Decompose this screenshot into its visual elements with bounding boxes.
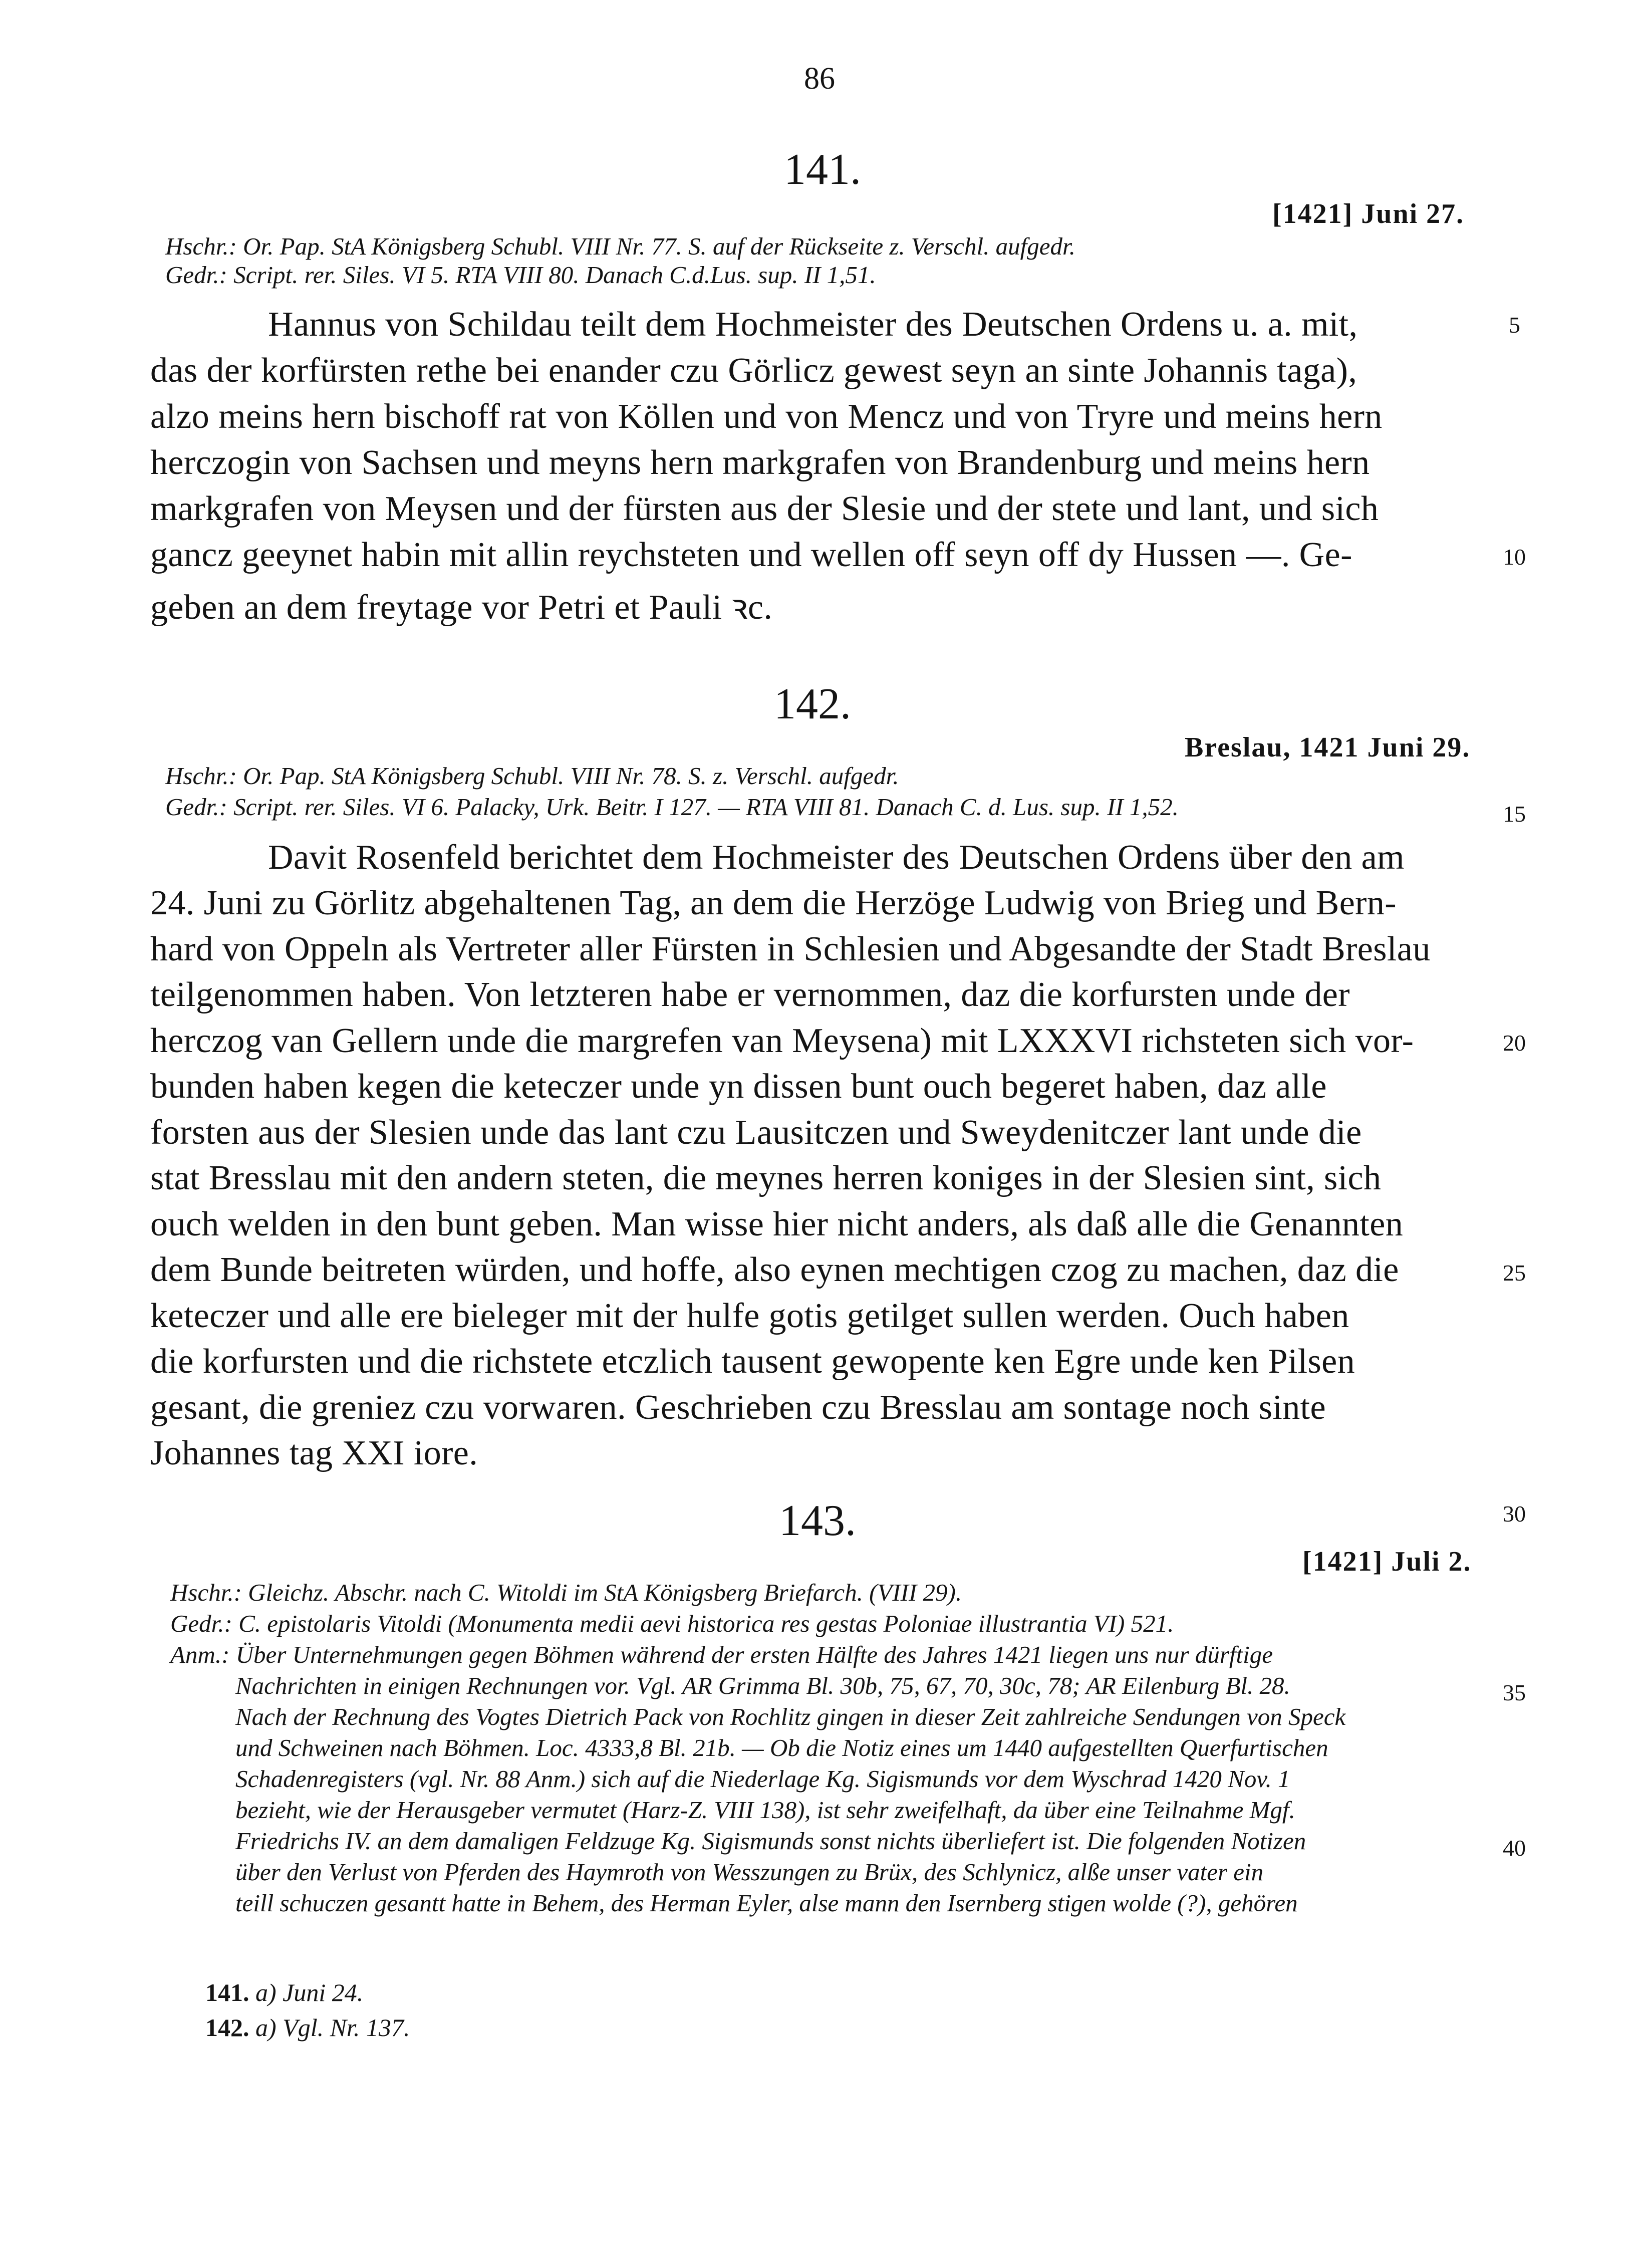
line-number: 5 (1509, 312, 1520, 338)
note-line: teill schuczen gesantt hatte in Behem, des Herman Eyler, alse mann den Isernberg stigen wolde (?), gehören (235, 1889, 1298, 1917)
doc-number-143: 143. (779, 1496, 856, 1545)
source-line: Hschr.: Or. Pap. StA Königsberg Schubl. VIII Nr. 77. S. auf der Rückseite z. Verschl. aufgedr. (165, 232, 1075, 260)
line-number: 35 (1503, 1680, 1526, 1705)
text-line: alzo meins hern bischoff rat von Köllen und von Mencz und von Tryre und meins hern (150, 397, 1383, 436)
source-line: Gedr.: Script. rer. Siles. VI 5. RTA VIII 80. Danach C.d.Lus. sup. II 1,51. (165, 261, 876, 289)
text-line: die korfursten und die richstete etczlich tausent gewopente ken Egre unde ken Pilsen (150, 1342, 1355, 1381)
line-number: 15 (1503, 801, 1526, 827)
text-line: ouch welden in den bunt geben. Man wisse hier nicht anders, als daß alle die Genannten (150, 1205, 1404, 1243)
footnote-ref: 141. (205, 1978, 249, 2006)
source-line: Hschr.: Or. Pap. StA Königsberg Schubl. VIII Nr. 78. S. z. Verschl. aufgedr. (165, 762, 899, 790)
footnote (205, 2013, 410, 2042)
note-line: Friedrichs IV. an dem damaligen Feldzuge Kg. Sigismunds sonst nichts überliefert ist. Die folgenden Notizen (235, 1827, 1306, 1855)
text-line: teilgenommen haben. Von letzteren habe er vernommen, daz die korfursten unde der (150, 975, 1350, 1014)
text-line: hard von Oppeln als Vertreter aller Fürsten in Schlesien und Abgesandte der Stadt Breslau (150, 930, 1431, 968)
note-line: bezieht, wie der Herausgeber vermutet (Harz-Z. VIII 138), ist sehr zweifelhaft, da über eine Teilnahme Mgf. (235, 1796, 1295, 1824)
text-line: gesant, die greniez czu vorwaren. Geschrieben czu Bresslau am sontage noch sinte (150, 1388, 1326, 1427)
text-line: herczog van Gellern unde die margrefen van Meysena) mit LXXXVI richsteten sich vor- (150, 1022, 1414, 1060)
line-number: 25 (1503, 1260, 1526, 1286)
text-line: bunden haben kegen die keteczer unde yn dissen bunt ouch begeret haben, daz alle (150, 1067, 1327, 1106)
line-number: 30 (1503, 1501, 1526, 1527)
text-line: Davit Rosenfeld berichtet dem Hochmeister des Deutschen Ordens über den am (268, 838, 1405, 877)
footnote (205, 1978, 363, 2007)
line-number: 40 (1503, 1835, 1526, 1861)
line-number: 10 (1503, 544, 1526, 570)
doc-date-142: Breslau, 1421 Juni 29. (1185, 732, 1471, 763)
text-line: herczogin von Sachsen und meyns hern markgrafen von Brandenburg und meins hern (150, 443, 1370, 482)
text-line: gancz geeynet habin mit allin reychsteten und wellen off seyn off dy Hussen —. Ge- (150, 536, 1352, 574)
source-line: Hschr.: Gleichz. Abschr. nach C. Witoldi im StA Königsberg Briefarch. (VIII 29). (170, 1579, 962, 1606)
text-line: Johannes tag XXI iore. (150, 1434, 478, 1472)
doc-number-142: 142. (774, 680, 851, 728)
doc-date-143: [1421] Juli 2. (1302, 1546, 1472, 1577)
note-line: über den Verlust von Pferden des Haymroth von Wesszungen zu Brüx, des Schlynicz, alße unser vater ein (235, 1858, 1264, 1886)
text-line: markgrafen von Meysen und der fürsten aus der Slesie und der stete und lant, und sich (150, 489, 1379, 528)
doc-number-141: 141. (784, 145, 861, 194)
note-line: Nach der Rechnung des Vogtes Dietrich Pack von Rochlitz gingen in dieser Zeit zahlreiche Sendungen von Speck (235, 1703, 1346, 1730)
text-line: dem Bunde beitreten würden, und hoffe, also eynen mechtigen czog zu machen, daz die (150, 1250, 1399, 1289)
footnote-ref: 142. (205, 2013, 249, 2042)
source-line: Gedr.: Script. rer. Siles. VI 6. Palacky, Urk. Beitr. I 127. — RTA VIII 81. Danach C. d. Lus. sup. II 1,52. (165, 793, 1179, 821)
footnote-text: a) Juni 24. (255, 1978, 364, 2006)
doc-date-141: [1421] Juni 27. (1272, 198, 1465, 229)
text-line: Hannus von Schildau teilt dem Hochmeister des Deutschen Ordens u. a. mit, (268, 305, 1358, 344)
note-line: Nachrichten in einigen Rechnungen vor. Vgl. AR Grimma Bl. 30b, 75, 67, 70, 30c, 78; AR Eilenburg Bl. 28. (235, 1672, 1290, 1699)
text-line: 24. Juni zu Görlitz abgehaltenen Tag, an dem die Herzöge Ludwig von Brieg und Bern- (150, 884, 1397, 922)
text-line: keteczer und alle ere bieleger mit der hulfe gotis getilget sullen werden. Ouch haben (150, 1297, 1349, 1335)
note-line: Schadenregisters (vgl. Nr. 88 Anm.) sich auf die Niederlage Kg. Sigismunds vor dem Wyschrad 1420 Nov. 1 (235, 1765, 1290, 1793)
text-line: stat Bresslau mit den andern steten, die meynes herren koniges in der Slesien sint, sich (150, 1159, 1382, 1197)
line-number: 20 (1503, 1030, 1526, 1056)
footnote-text: a) Vgl. Nr. 137. (255, 2013, 410, 2042)
note-line: Anm.: Über Unternehmungen gegen Böhmen während der ersten Hälfte des Jahres 1421 liegen uns nur dürftige (170, 1641, 1273, 1668)
text-line: geben an dem freytage vor Petri et Pauli ꝛc. (150, 588, 773, 627)
note-line: und Schweinen nach Böhmen. Loc. 4333,8 Bl. 21b. — Ob die Notiz eines um 1440 aufgestellten Querfurtischen (235, 1734, 1328, 1761)
text-line: das der korfürsten rethe bei enander czu Görlicz gewest seyn an sinte Johannis taga), (150, 351, 1357, 390)
text-line: forsten aus der Slesien unde das lant czu Lausitczen und Sweydenitczer lant unde die (150, 1113, 1362, 1152)
page-number: 86 (804, 62, 835, 96)
source-line: Gedr.: C. epistolaris Vitoldi (Monumenta medii aevi historica res gestas Poloniae illustrantia VI) 521. (170, 1610, 1174, 1637)
